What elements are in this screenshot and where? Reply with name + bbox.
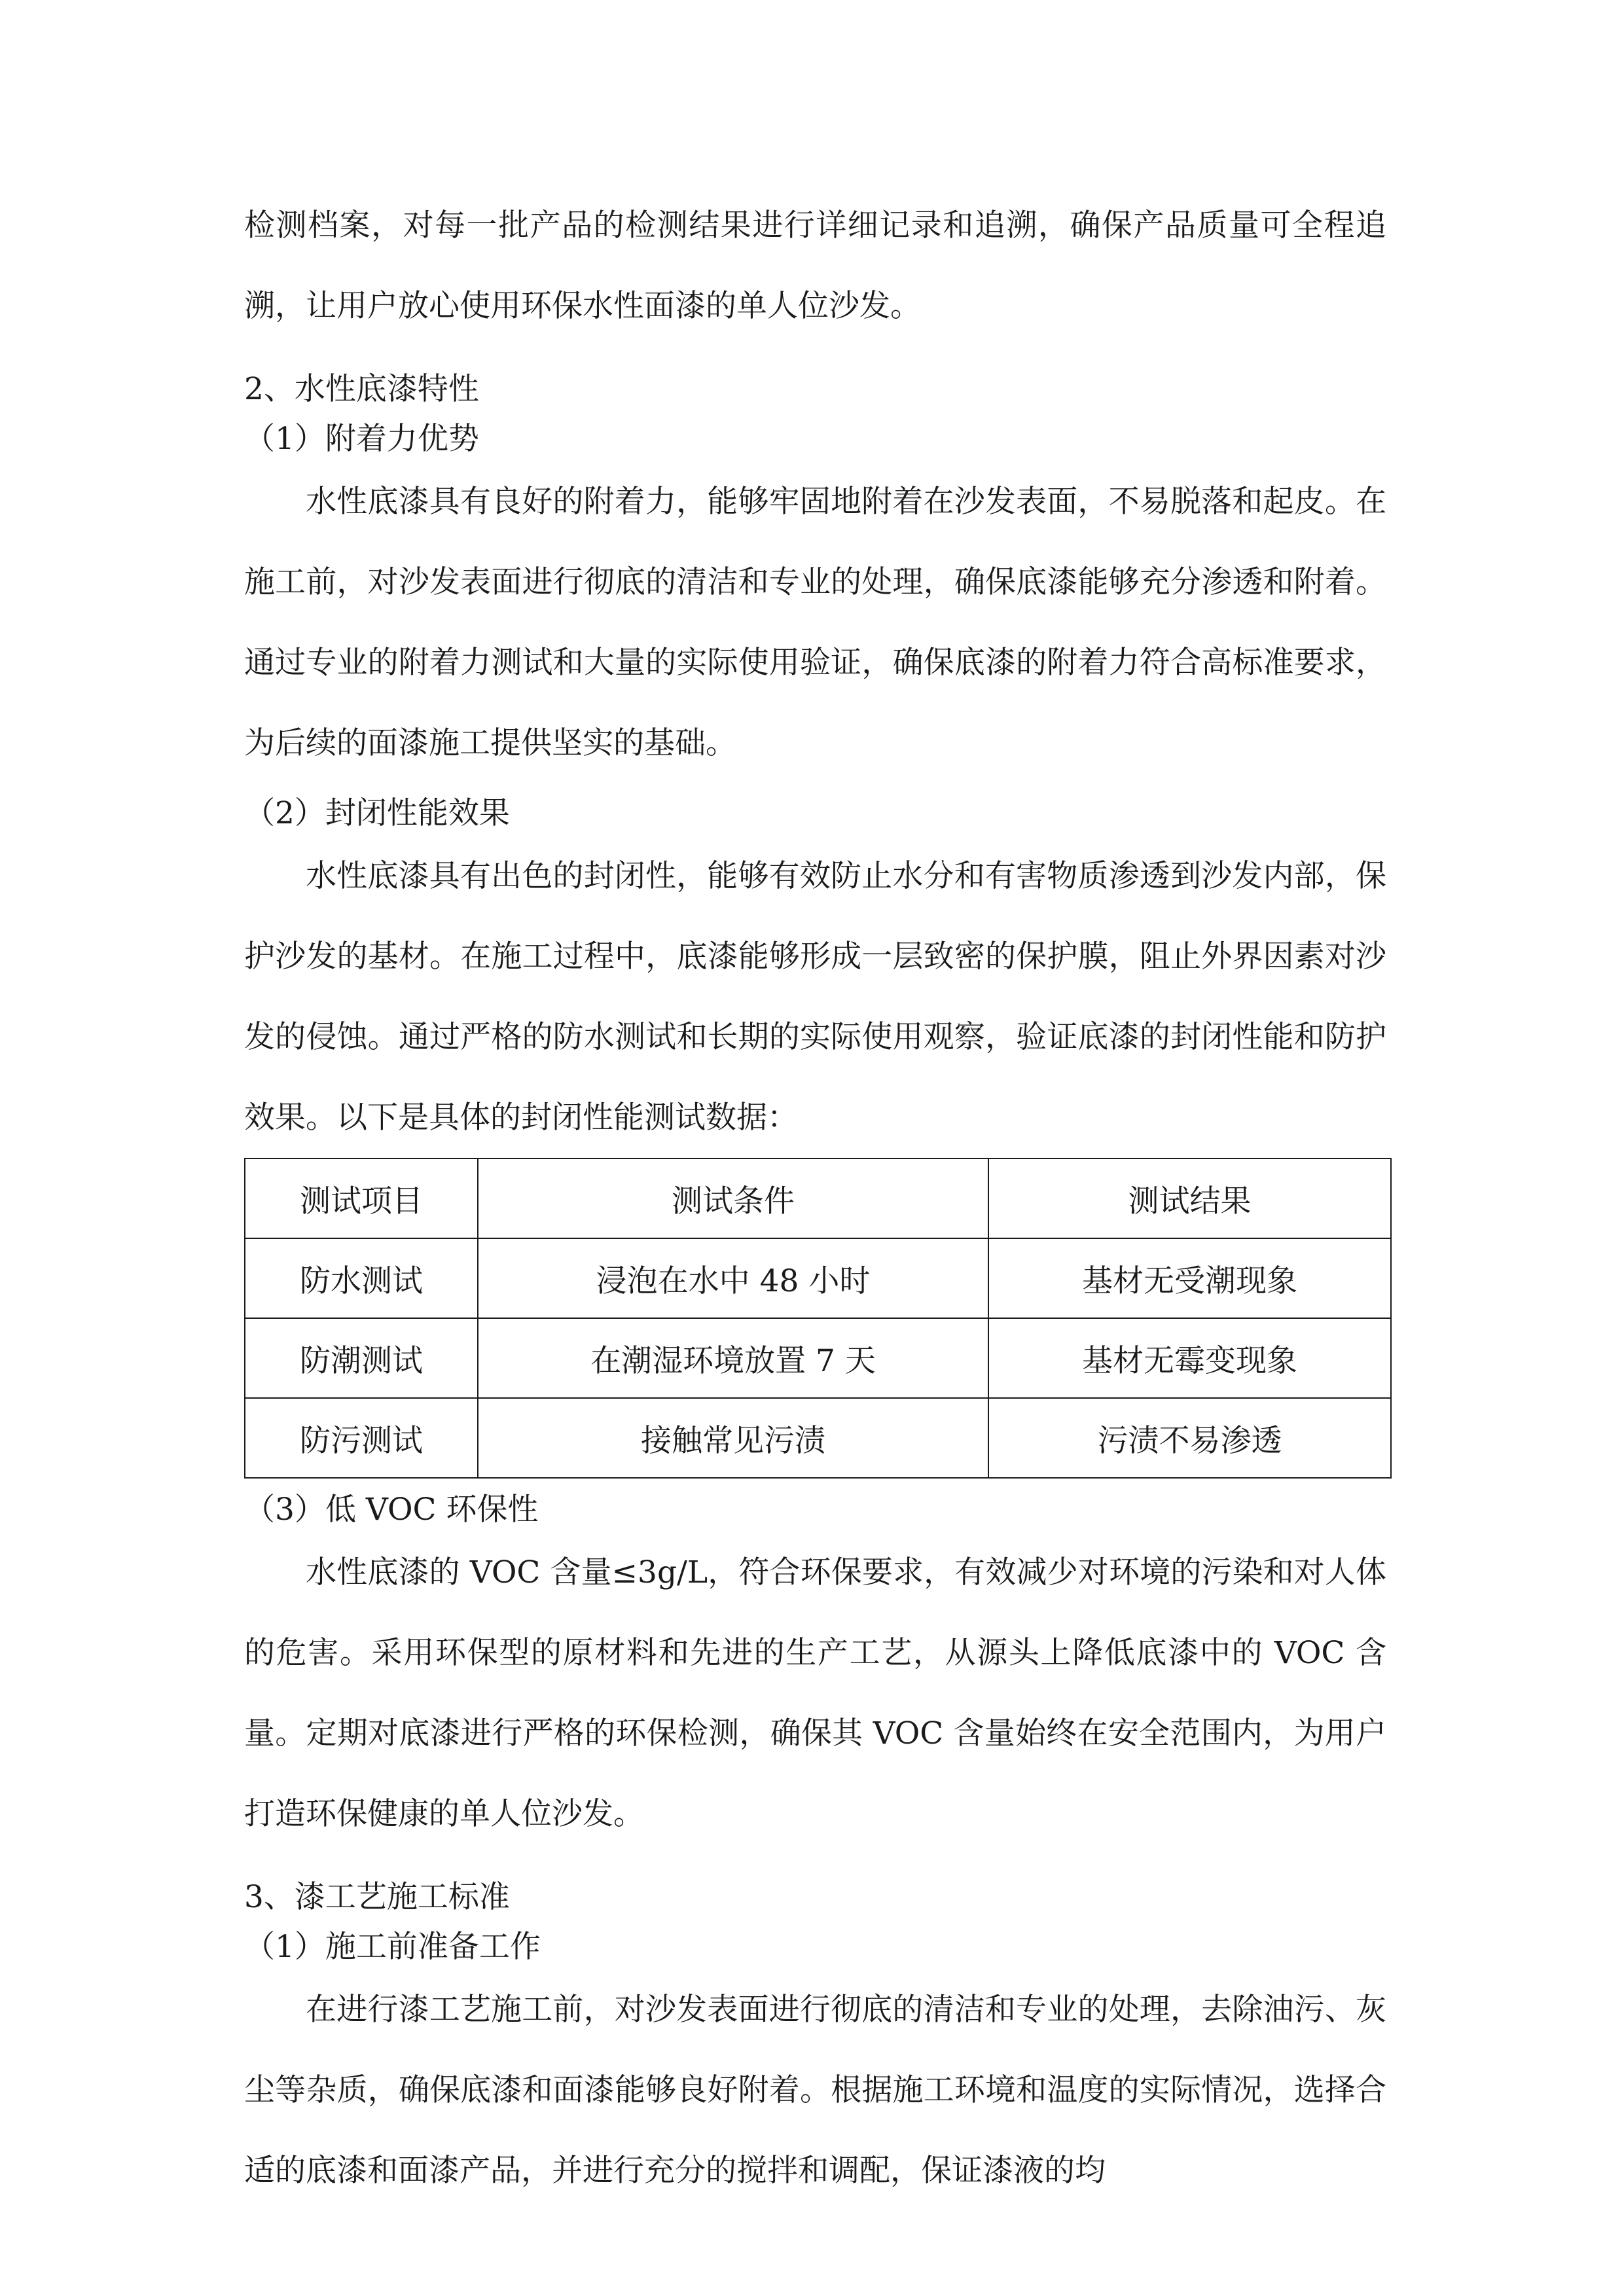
section-2-3-heading: （3）低 VOC 环保性 [244, 1492, 539, 1528]
document-page [244, 185, 1386, 2211]
table-header-cell: 测试项目 [245, 1158, 478, 1238]
section-2-2-paragraph: 水性底漆具有出色的封闭性，能够有效防止水分和有害物质渗透到沙发内部，保护沙发的基材。在施工过程中，底漆能够形成一层致密的保护膜，阻止外界因素对沙发的侵蚀。通过严格的防水测试和长期的实际使用观察，验证底漆的封闭性能和防护效果。以下是具体的封闭性能测试数据： [244, 858, 1386, 1136]
table-header-cell: 测试条件 [478, 1158, 988, 1238]
table-cell: 在潮湿环境放置 7 天 [478, 1318, 988, 1398]
intro-paragraph: 检测档案，对每一批产品的检测结果进行详细记录和追溯，确保产品质量可全程追溯，让用户放心使用环保水性面漆的单人位沙发。 [244, 207, 1386, 324]
table-header-row [245, 1158, 1391, 1238]
table-cell: 污渍不易渗透 [988, 1398, 1391, 1478]
section-2-2-heading: （2）封闭性能效果 [244, 795, 510, 831]
table-row [245, 1318, 1391, 1398]
table-cell: 防潮测试 [245, 1318, 478, 1398]
table-cell: 基材无受潮现象 [988, 1238, 1391, 1318]
table-cell: 基材无霉变现象 [988, 1318, 1391, 1398]
table-cell: 防水测试 [245, 1238, 478, 1318]
table-cell: 防污测试 [245, 1398, 478, 1478]
section-3-1-heading: （1）施工前准备工作 [244, 1929, 541, 1965]
section-2-1-heading: （1）附着力优势 [244, 421, 479, 457]
table-cell: 接触常见污渍 [478, 1398, 988, 1478]
section-3-1-paragraph: 在进行漆工艺施工前，对沙发表面进行彻底的清洁和专业的处理，去除油污、灰尘等杂质，确保底漆和面漆能够良好附着。根据施工环境和温度的实际情况，选择合适的底漆和面漆产品，并进行充分的搅拌和调配，保证漆液的均 [244, 1992, 1386, 2189]
table-row [245, 1398, 1391, 1478]
section-2-1-paragraph: 水性底漆具有良好的附着力，能够牢固地附着在沙发表面，不易脱落和起皮。在施工前，对沙发表面进行彻底的清洁和专业的处理，确保底漆能够充分渗透和附着。通过专业的附着力测试和大量的实际使用验证，确保底漆的附着力符合高标准要求，为后续的面漆施工提供坚实的基础。 [244, 484, 1386, 761]
section-2-3-paragraph: 水性底漆的 VOC 含量≤3g/L，符合环保要求，有效减少对环境的污染和对人体的危害。采用环保型的原材料和先进的生产工艺，从源头上降低底漆中的 VOC 含量。定期对底漆进行严格的环保检测，确保其 VOC 含量始终在安全范围内，为用户打造环保健康的单人位沙发。 [244, 1554, 1386, 1832]
section-3-heading: 3、漆工艺施工标准 [244, 1879, 510, 1915]
table-header-cell: 测试结果 [988, 1158, 1391, 1238]
table-cell: 浸泡在水中 48 小时 [478, 1238, 988, 1318]
sealing-test-table [244, 1158, 1392, 1479]
section-2-heading: 2、水性底漆特性 [244, 371, 479, 407]
table-row [245, 1238, 1391, 1318]
